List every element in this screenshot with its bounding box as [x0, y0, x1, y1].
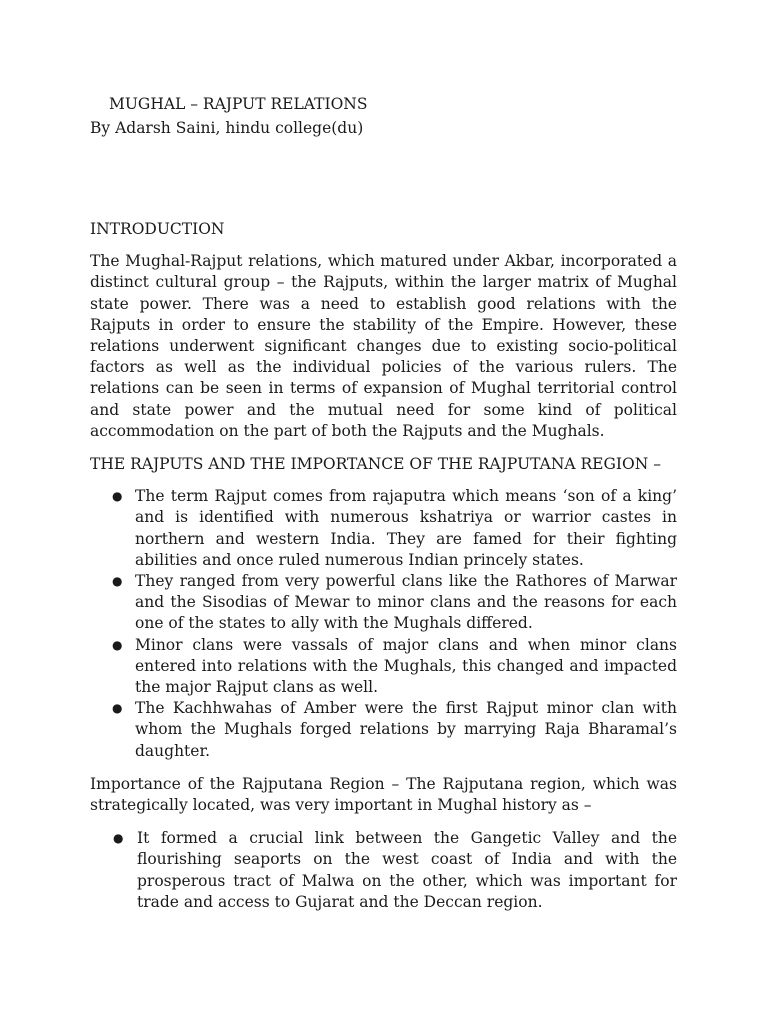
list-item	[90, 828, 677, 913]
importance-bullet-list	[90, 828, 677, 913]
document-title: MUGHAL – RAJPUT RELATIONS	[109, 95, 368, 113]
document-page	[90, 92, 677, 925]
rajputs-bullet-list	[90, 486, 677, 762]
list-item	[90, 486, 677, 571]
list-item-text: They ranged from very powerful clans like the Rathores of Marwar and the Sisodias of Mewar to minor clans and the reasons for each one of the states to ally with the Mughals differed.	[135, 572, 677, 633]
list-item	[90, 698, 677, 762]
bullet-icon: ●	[113, 831, 124, 846]
list-item	[90, 571, 677, 635]
list-item-text: It formed a crucial link between the Gangetic Valley and the flourishing seaports on the west coast of India and with the prosperous tract of Malwa on the other, which was important for trade and access to Gujarat and the Deccan region.	[137, 829, 677, 911]
rajputs-heading: THE RAJPUTS AND THE IMPORTANCE OF THE RAJPUTANA REGION –	[90, 455, 661, 474]
bullet-icon: ●	[112, 574, 123, 589]
introduction-heading: INTRODUCTION	[90, 220, 225, 238]
list-item-text: Minor clans were vassals of major clans and when minor clans entered into relations with the Mughals, this changed and impacted the major Rajput clans as well.	[135, 635, 677, 697]
introduction-paragraph: The Mughal-Rajput relations, which matured under Akbar, incorporated a distinct cultural group – the Rajputs, within the larger matrix of Mughal state power. There was a need to establish good relations with the Rajputs in order to ensure the stability of the Empire. However, these relations underwent significant changes due to existing socio-political factors as well as the individual policies of the various rulers. The relations can be seen in terms of expansion of Mughal territorial control and state power and the mutual need for some kind of political accommodation on the part of both the Rajputs and the Mughals.	[90, 252, 677, 440]
list-item-text: The Kachhwahas of Amber were the first Rajput minor clan with whom the Mughals forged relations by marrying Raja Bharamal’s daughter.	[135, 699, 677, 760]
bullet-icon: ●	[112, 489, 123, 504]
bullet-icon: ●	[112, 637, 123, 652]
list-item	[90, 635, 677, 699]
bullet-icon: ●	[112, 701, 123, 716]
list-item-text: The term Rajput comes from rajaputra which means ‘son of a king’ and is identified with numerous kshatriya or warrior castes in northern and western India. They are famed for their fighting abilities and once ruled numerous Indian princely states.	[135, 487, 677, 569]
document-byline: By Adarsh Saini, hindu college(du)	[90, 119, 364, 137]
spacer	[90, 140, 677, 219]
importance-paragraph: Importance of the Rajputana Region – The Rajputana region, which was strategically located, was very important in Mughal history as –	[90, 774, 677, 815]
